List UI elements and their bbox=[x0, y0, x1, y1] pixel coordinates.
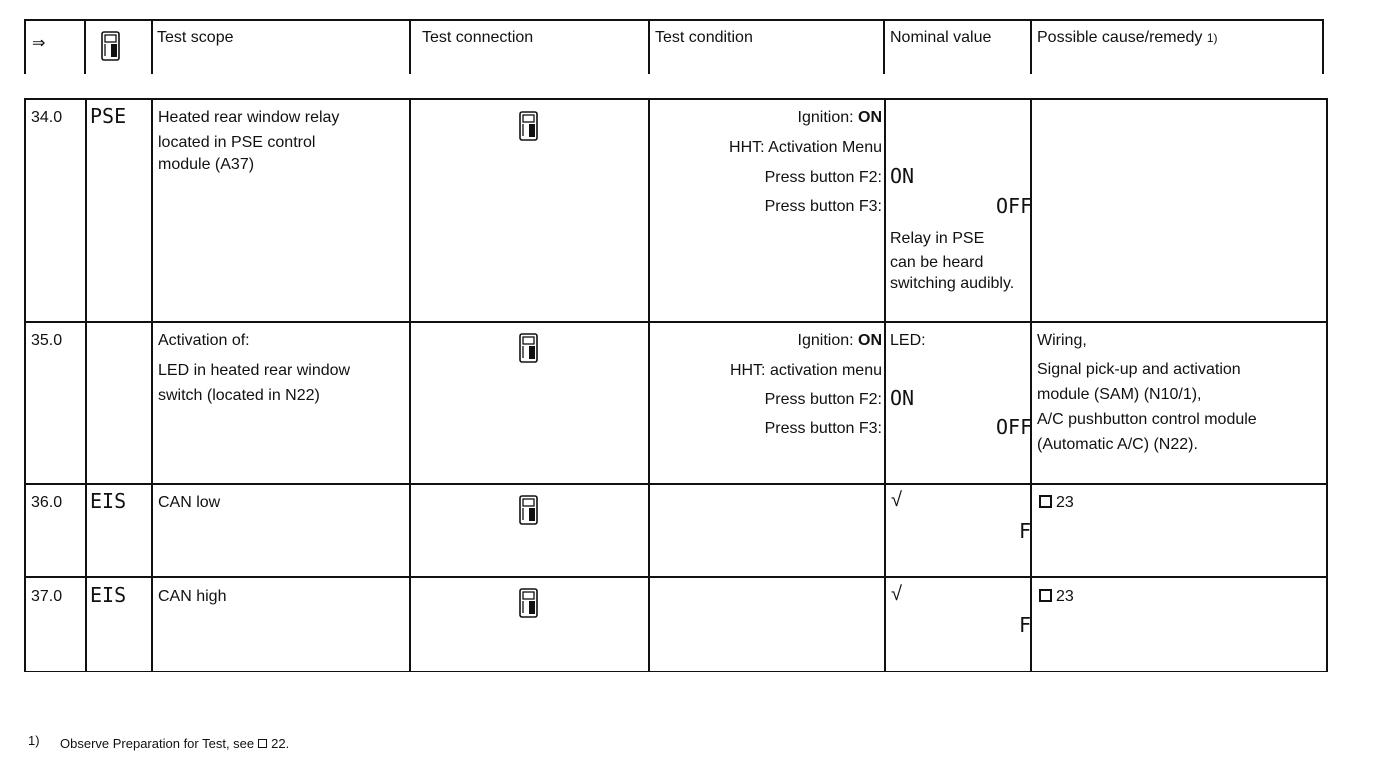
grid-line bbox=[24, 20, 26, 74]
unit-label: EIS bbox=[90, 583, 127, 607]
col-header-nominal-value: Nominal value bbox=[890, 29, 992, 46]
nominal-f: F bbox=[1019, 519, 1032, 543]
footnote-label: Observe Preparation for Test, see bbox=[60, 736, 255, 751]
grid-line bbox=[151, 20, 153, 74]
grid-line bbox=[84, 20, 86, 74]
grid-line bbox=[24, 98, 1328, 100]
grid-line bbox=[24, 19, 1324, 21]
arrow-icon: ⇒ bbox=[32, 35, 46, 52]
footnote-mark: 1) bbox=[28, 733, 40, 748]
scope-line: switch (located in N22) bbox=[158, 387, 320, 404]
scope-line: CAN high bbox=[158, 588, 227, 605]
grid-line bbox=[85, 98, 87, 672]
nominal-led-label: LED: bbox=[890, 332, 926, 349]
remedy-ref-number: 23 bbox=[1056, 494, 1074, 511]
condition-line: Press button F3: bbox=[764, 420, 882, 437]
condition-line: Press button F3: bbox=[764, 198, 882, 215]
tester-icon bbox=[518, 587, 540, 619]
unit-label: EIS bbox=[90, 489, 127, 513]
step-number: 35.0 bbox=[31, 332, 63, 349]
step-number: 34.0 bbox=[31, 109, 63, 126]
nominal-on: ON bbox=[890, 164, 915, 188]
grid-line bbox=[1030, 98, 1032, 672]
remedy-ref bbox=[1039, 587, 1074, 607]
step-number: 36.0 bbox=[31, 494, 63, 511]
remedy-ref-number: 23 bbox=[1056, 588, 1074, 605]
remedy-line: Signal pick-up and activation bbox=[1037, 361, 1241, 378]
nominal-note: Relay in PSE bbox=[890, 230, 985, 247]
grid-line bbox=[24, 321, 1328, 323]
col-header-possible-cause bbox=[1037, 28, 1218, 48]
scope-line: Heated rear window relay bbox=[158, 109, 340, 126]
grid-line bbox=[409, 98, 411, 672]
grid-line bbox=[1326, 98, 1328, 672]
grid-line bbox=[151, 98, 153, 672]
grid-line bbox=[648, 20, 650, 74]
scope-line: located in PSE control bbox=[158, 134, 316, 151]
check-icon: √ bbox=[891, 583, 902, 605]
grid-line bbox=[1322, 20, 1324, 74]
condition-value: ON bbox=[858, 332, 882, 349]
condition-ignition bbox=[798, 108, 882, 128]
col-header-test-connection: Test connection bbox=[422, 29, 534, 46]
tester-icon bbox=[518, 332, 540, 364]
nominal-note: switching audibly. bbox=[890, 275, 1015, 292]
footnote-text bbox=[60, 734, 289, 754]
condition-ignition bbox=[798, 331, 882, 351]
remedy-line: module (SAM) (N10/1), bbox=[1037, 386, 1202, 403]
nominal-f: F bbox=[1019, 613, 1032, 637]
grid-line bbox=[884, 98, 886, 672]
remedy-line: A/C pushbutton control module bbox=[1037, 411, 1257, 428]
remedy-line: (Automatic A/C) (N22). bbox=[1037, 436, 1198, 453]
tester-icon bbox=[100, 30, 122, 62]
scope-line: Activation of: bbox=[158, 332, 250, 349]
footnote-mark: 1) bbox=[1206, 31, 1218, 45]
scope-line: CAN low bbox=[158, 494, 221, 511]
remedy-line: Wiring, bbox=[1037, 332, 1087, 349]
nominal-note: can be heard bbox=[890, 254, 984, 271]
col-header-test-scope: Test scope bbox=[157, 29, 234, 46]
grid-line bbox=[24, 576, 1328, 578]
nominal-off: OFF bbox=[996, 415, 1033, 439]
page-ref-icon bbox=[258, 739, 267, 748]
condition-line: HHT: activation menu bbox=[729, 362, 882, 379]
nominal-off: OFF bbox=[996, 194, 1033, 218]
condition-line: Press button F2: bbox=[764, 391, 882, 408]
grid-line bbox=[409, 20, 411, 74]
condition-line: Press button F2: bbox=[764, 169, 882, 186]
tester-icon bbox=[518, 494, 540, 526]
scope-line: LED in heated rear window bbox=[158, 362, 351, 379]
condition-value: ON bbox=[858, 109, 882, 126]
nominal-on: ON bbox=[890, 386, 915, 410]
condition-label: Ignition: bbox=[797, 332, 858, 349]
condition-label: Ignition: bbox=[797, 109, 858, 126]
page-ref-icon bbox=[1039, 495, 1052, 508]
grid-line bbox=[24, 483, 1328, 485]
check-icon: √ bbox=[891, 489, 902, 511]
grid-line bbox=[883, 20, 885, 74]
footnote-ref: 22. bbox=[271, 736, 290, 751]
unit-label: PSE bbox=[90, 104, 127, 128]
grid-line bbox=[24, 671, 1328, 672]
page-ref-icon bbox=[1039, 589, 1052, 602]
grid-line bbox=[648, 98, 650, 672]
remedy-ref bbox=[1039, 493, 1074, 513]
grid-line bbox=[1030, 20, 1032, 74]
scope-line: module (A37) bbox=[158, 156, 255, 173]
step-number: 37.0 bbox=[31, 588, 63, 605]
grid-line bbox=[24, 98, 26, 672]
col-header-test-condition: Test condition bbox=[655, 29, 753, 46]
tester-icon bbox=[518, 110, 540, 142]
condition-line: HHT: Activation Menu bbox=[729, 139, 882, 156]
col-header-possible-cause-label: Possible cause/remedy bbox=[1037, 29, 1203, 46]
